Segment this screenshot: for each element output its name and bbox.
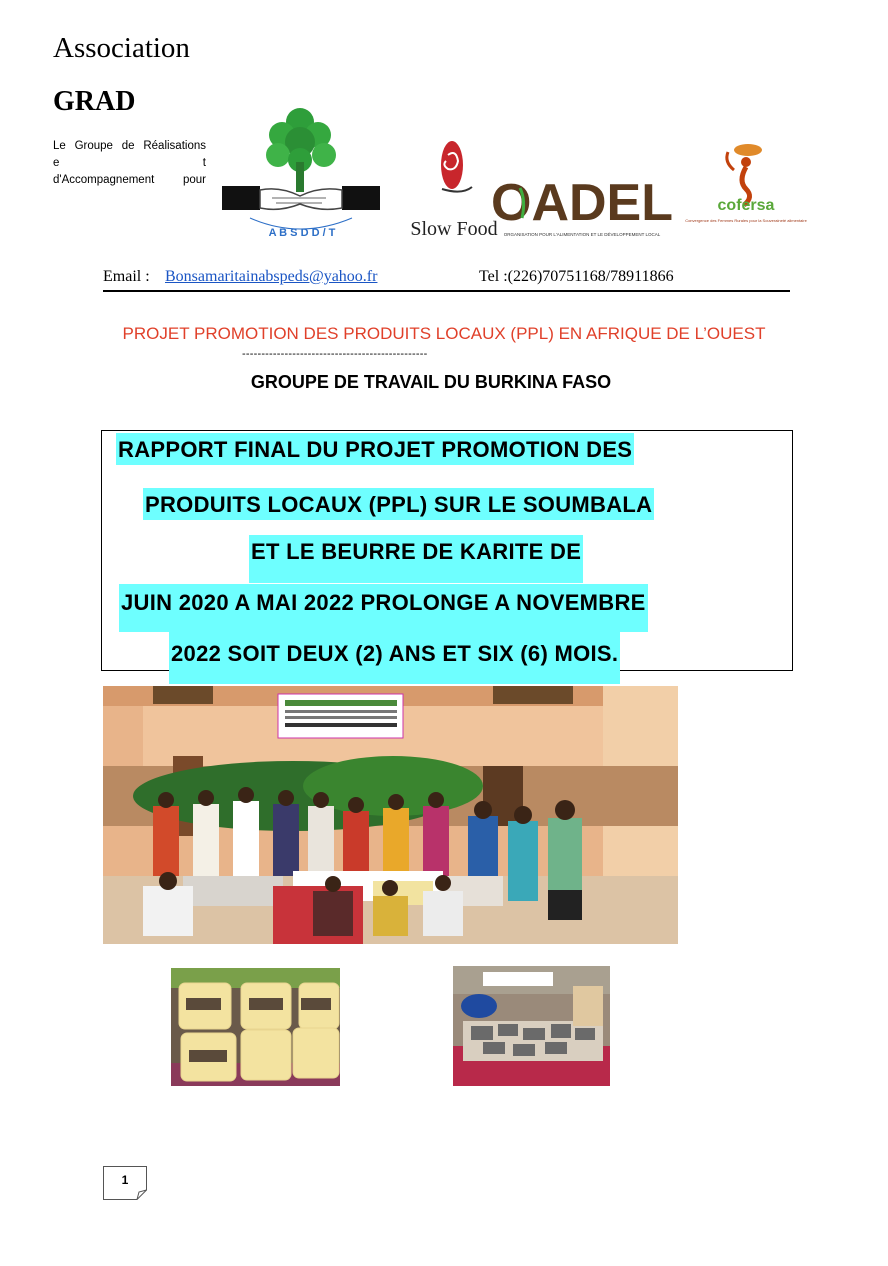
report-title-line: RAPPORT FINAL DU PROJET PROMOTION DES	[116, 433, 634, 465]
oadel-subtitle: ORGANISATION POUR L'ALIMENTATION ET LE DÉVELOPPEMENT LOCAL	[503, 232, 661, 237]
telephone: Tel :(226)70751168/78911866	[479, 268, 674, 285]
soumbala-products-photo	[453, 966, 610, 1086]
oadel-text: OADEL	[491, 174, 673, 232]
absddt-logo-text: A B S D D / T	[268, 227, 336, 239]
slow-food-text: Slow Food	[410, 218, 498, 240]
group-title: GROUPE DE TRAVAIL DU BURKINA FASO	[250, 372, 612, 392]
absddt-logo	[220, 100, 382, 245]
tagline-line: Le Groupe de Réalisations	[53, 140, 206, 152]
page-number-text: 1	[121, 1173, 129, 1187]
cofersa-subtitle: Convergence des Femmes Rurales pour la Souveraineté alimentaire	[685, 218, 807, 223]
email-label: Email :	[103, 268, 150, 285]
dashed-divider: ------------------------------------------------	[242, 348, 428, 360]
grad-heading: GRAD	[53, 86, 136, 117]
cofersa-logo	[685, 140, 807, 235]
contact-line	[103, 266, 790, 292]
grad-tagline	[53, 138, 206, 189]
association-heading: Association	[53, 32, 190, 64]
group-photo	[103, 686, 678, 944]
report-title-line: PRODUITS LOCAUX (PPL) SUR LE SOUMBALA	[143, 488, 654, 520]
page-number	[103, 1166, 147, 1200]
email-link[interactable]: Bonsamaritainabspeds@yahoo.fr	[165, 268, 378, 285]
report-title-line: 2022 SOIT DEUX (2) ANS ET SIX (6) MOIS.	[169, 632, 620, 684]
slow-food-logo	[410, 135, 498, 247]
project-title: PROJET PROMOTION DES PRODUITS LOCAUX (PPL) EN AFRIQUE DE L’OUEST	[122, 324, 766, 343]
tagline-line: e t	[53, 157, 206, 169]
tagline-line: d'Accompagnement pour	[53, 174, 206, 186]
report-title-line: ET LE BEURRE DE KARITE DE	[249, 535, 583, 583]
cofersa-text: cofersa	[717, 197, 775, 214]
oadel-logo	[491, 160, 673, 240]
report-title-line: JUIN 2020 A MAI 2022 PROLONGE A NOVEMBRE	[119, 584, 648, 632]
shea-butter-photo	[171, 968, 340, 1086]
